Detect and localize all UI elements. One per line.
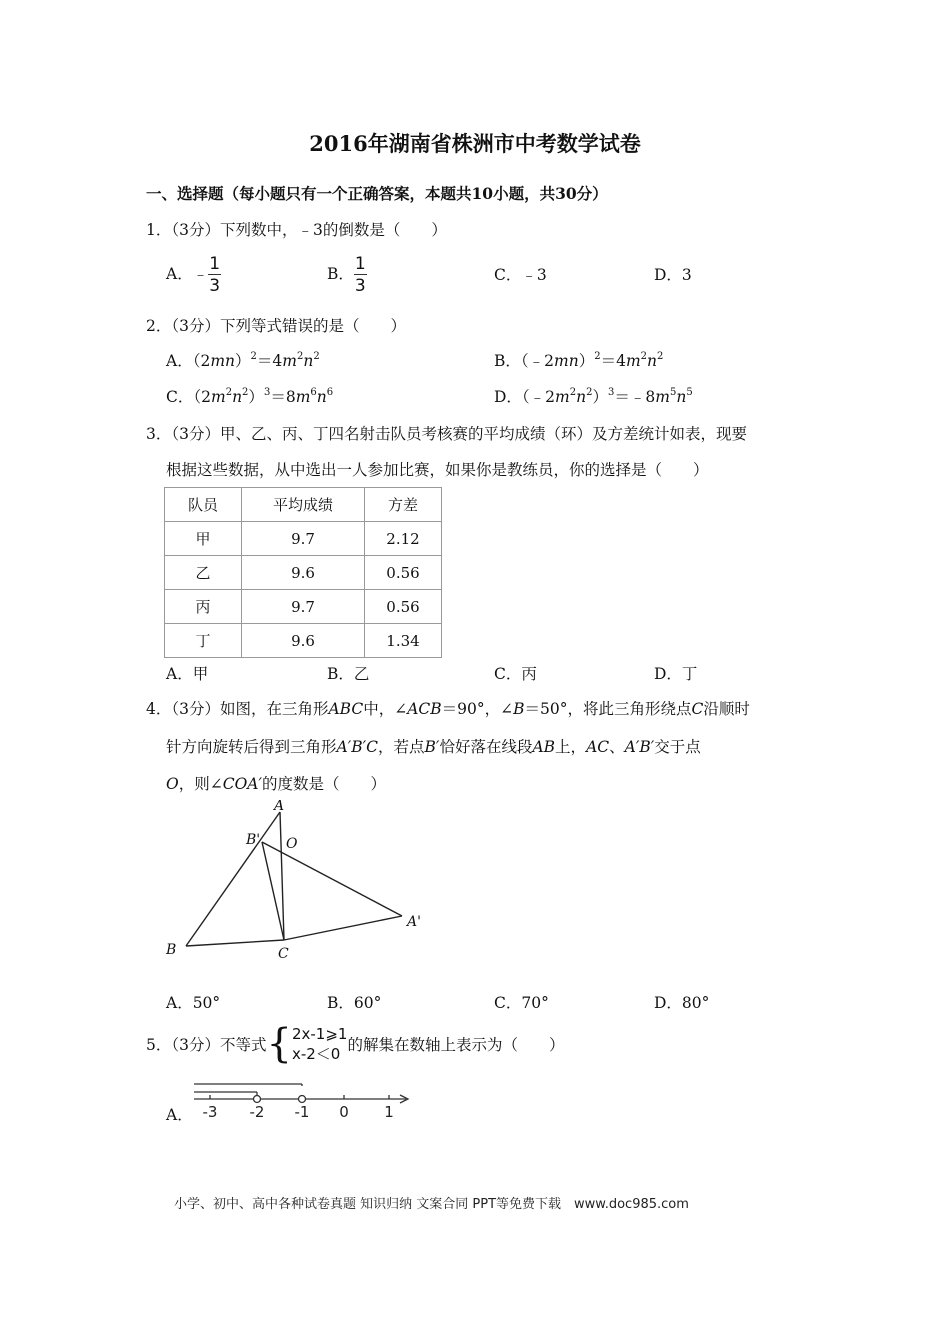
q2-c-rm: m — [295, 388, 311, 406]
question-2-stem: 2．（3分）下列等式错误的是（ ） — [146, 317, 406, 335]
q4-var: AC — [586, 738, 610, 756]
q4-var: A′B′C — [336, 738, 378, 756]
q2-a-exp: 2 — [250, 351, 257, 362]
q2-b-close: ） — [578, 352, 595, 370]
q4-text: 、 — [609, 738, 625, 756]
question-4-line1 — [146, 697, 750, 719]
q5-option-a: A． — [166, 1106, 193, 1124]
q4-text: 中，∠ — [363, 700, 408, 718]
q3-option-b: B．乙 — [327, 665, 370, 683]
question-4-line3 — [166, 772, 386, 794]
q2-b-eq: ＝4 — [600, 352, 626, 370]
label-aprime: A' — [407, 914, 421, 930]
q2-a-m-exp: 2 — [296, 351, 304, 362]
table-header: 平均成绩 — [242, 488, 365, 522]
q2-a-n-exp: 2 — [313, 351, 320, 362]
q2-c-rn-exp: 6 — [326, 387, 334, 398]
table-cell: 0.56 — [365, 556, 442, 590]
q2-d-n: n — [576, 388, 587, 406]
footer-text: 小学、初中、高中各种试卷真题 知识归纳 文案合同 PPT等免费下载 www.doc985.com — [174, 1197, 689, 1212]
q2-a-label: A．（2 — [166, 352, 211, 370]
q4-text: 的度数是（ ） — [262, 775, 387, 793]
score-table — [164, 487, 442, 658]
q2-d-rm: m — [655, 388, 670, 406]
q5-text: 的解集在数轴上表示为（ ） — [347, 1036, 565, 1054]
segment-cap — [284, 916, 402, 940]
number-line — [190, 1080, 415, 1124]
q4-var: A′B′ — [624, 738, 655, 756]
q4-var: ACB — [407, 700, 442, 718]
q2-option-b — [494, 349, 663, 371]
question-3-stem-line2: 根据这些数据，从中选出一人参加比赛，如果你是教练员，你的选择是（ ） — [166, 461, 709, 479]
q2-d-label: D．（﹣2 — [494, 388, 556, 406]
q2-c-n-exp: 2 — [242, 387, 249, 398]
q4-text: ＝90°，∠ — [441, 700, 514, 718]
q2-d-eq: ＝﹣8 — [614, 388, 656, 406]
tick-label: -2 — [249, 1103, 265, 1121]
open-circle-minus-2 — [254, 1096, 261, 1103]
q1-b-prefix: B． — [327, 265, 354, 283]
q1-option-a — [166, 255, 221, 295]
q2-option-a — [166, 349, 320, 371]
label-a: A — [274, 800, 285, 814]
q4-text: 交于点 — [654, 738, 701, 756]
q2-c-m-exp: 2 — [225, 387, 233, 398]
q1-b-fraction — [354, 255, 367, 295]
q2-c-m: m — [210, 388, 226, 406]
q4-var: AB — [532, 738, 556, 756]
q2-c-close: ） — [248, 388, 264, 406]
q2-a-mn: mn — [210, 352, 235, 370]
q2-b-m-exp: 2 — [640, 351, 648, 362]
q3-option-a: A．甲 — [166, 665, 209, 683]
q2-b-n: n — [647, 352, 658, 370]
table-cell: 1.34 — [365, 624, 442, 658]
q2-d-rn: n — [676, 388, 687, 406]
inequality-system — [292, 1024, 348, 1064]
table-cell: 9.6 — [242, 556, 365, 590]
table-cell: 9.6 — [242, 624, 365, 658]
q1-b-denominator: 3 — [354, 276, 366, 296]
inequality-2: x-2＜0 — [291, 1045, 341, 1063]
tick-label: 0 — [339, 1103, 349, 1121]
label-bprime: B' — [246, 832, 261, 848]
table-header: 队员 — [165, 488, 242, 522]
q2-d-rn-exp: 5 — [686, 387, 693, 398]
q4-option-d: D．80° — [654, 994, 710, 1012]
q2-c-n: n — [232, 388, 243, 406]
q4-option-b: B．60° — [327, 994, 382, 1012]
q2-d-m-exp: 2 — [569, 387, 577, 398]
label-c: C — [278, 946, 289, 962]
table-cell: 乙 — [165, 556, 242, 590]
question-4-line2 — [166, 735, 701, 757]
q2-a-n: n — [303, 352, 314, 370]
section-heading: 一、选择题（每小题只有一个正确答案，本题共10小题，共30分） — [146, 184, 608, 203]
question-5-stem — [146, 1021, 565, 1067]
label-b: B — [166, 942, 177, 958]
q4-option-a: A．50° — [166, 994, 221, 1012]
q4-var: B — [513, 700, 525, 718]
tick-label: 1 — [384, 1103, 394, 1121]
q2-a-m: m — [282, 352, 297, 370]
tick-label: -1 — [294, 1103, 310, 1121]
q2-d-rm-exp: 5 — [669, 387, 677, 398]
q4-option-c: C．70° — [494, 994, 549, 1012]
q2-b-n-exp: 2 — [657, 351, 664, 362]
q4-var: C — [691, 700, 704, 718]
open-circle-minus-1 — [299, 1096, 306, 1103]
q4-var: O — [166, 775, 179, 793]
q2-c-rn: n — [316, 388, 327, 406]
q1-a-prefix: A．﹣ — [166, 265, 209, 283]
q4-var: COA′ — [222, 775, 262, 793]
tick-label: -3 — [202, 1103, 218, 1121]
question-1-stem: 1．（3分）下列数中，﹣3的倒数是（ ） — [146, 221, 447, 239]
q2-c-exp: 3 — [263, 387, 271, 398]
q5-text: 5．（3分）不等式 — [146, 1036, 267, 1054]
q1-a-fraction — [208, 255, 221, 295]
q4-text: 4．（3分）如图，在三角形 — [146, 700, 329, 718]
q2-option-d — [494, 385, 693, 407]
q4-text: 恰好落在线段 — [439, 738, 533, 756]
label-o: O — [286, 836, 298, 852]
page-title: 2016年湖南省株洲市中考数学试卷 — [309, 131, 641, 156]
q2-c-eq: ＝8 — [270, 388, 296, 406]
question-3-stem-line1: 3．（3分）甲、乙、丙、丁四名射击队员考核赛的平均成绩（环）及方差统计如表，现要 — [146, 425, 747, 443]
table-header: 方差 — [365, 488, 442, 522]
segment-bc — [186, 940, 284, 946]
table-row — [165, 624, 442, 658]
triangle-rotation-figure — [160, 800, 450, 970]
q4-text: ，则∠ — [178, 775, 223, 793]
q2-a-close: ） — [235, 352, 251, 370]
q2-b-m: m — [625, 352, 641, 370]
q1-option-d: D．3 — [654, 266, 692, 284]
q4-text: ＝50°，将此三角形绕点 — [524, 700, 692, 718]
q4-text: 上， — [555, 738, 587, 756]
table-cell: 2.12 — [365, 522, 442, 556]
table-header-row — [165, 488, 442, 522]
q2-option-c — [166, 385, 333, 407]
brace-symbol: { — [266, 1021, 292, 1067]
q3-option-c: C．丙 — [494, 665, 537, 683]
q1-option-c: C．﹣3 — [494, 266, 547, 284]
q2-a-eq: ＝4 — [256, 352, 283, 370]
segment-ac — [280, 812, 284, 940]
table-cell: 甲 — [165, 522, 242, 556]
q2-d-close: ） — [592, 388, 608, 406]
q2-c-rm-exp: 6 — [310, 387, 317, 398]
q1-a-denominator: 3 — [209, 276, 221, 296]
table-cell: 9.7 — [242, 590, 365, 624]
q2-b-mn: mn — [554, 352, 579, 370]
q4-text: ，若点 — [378, 738, 425, 756]
q2-d-m: m — [555, 388, 570, 406]
q4-var: ABC — [328, 700, 364, 718]
table-row — [165, 522, 442, 556]
table-row — [165, 556, 442, 590]
q4-text: 针方向旋转后得到三角形 — [166, 738, 337, 756]
q4-text: 沿顺时 — [703, 700, 750, 718]
q2-d-exp: 3 — [608, 387, 615, 398]
q2-b-label: B．（﹣2 — [494, 352, 555, 370]
table-cell: 0.56 — [365, 590, 442, 624]
table-cell: 9.7 — [242, 522, 365, 556]
q2-b-exp: 2 — [594, 351, 601, 362]
q2-d-n-exp: 2 — [586, 387, 593, 398]
q1-option-b — [327, 255, 367, 295]
q3-option-d: D．丁 — [654, 665, 698, 683]
inequality-1: 2x-1⩾1 — [291, 1025, 348, 1043]
q2-c-label: C．（2 — [166, 388, 211, 406]
table-cell: 丁 — [165, 624, 242, 658]
segment-ba — [186, 812, 280, 946]
q1-a-numerator: 1 — [209, 254, 221, 274]
table-row — [165, 590, 442, 624]
q1-b-numerator: 1 — [354, 254, 366, 274]
table-cell: 丙 — [165, 590, 242, 624]
q4-var: B′ — [424, 738, 440, 756]
